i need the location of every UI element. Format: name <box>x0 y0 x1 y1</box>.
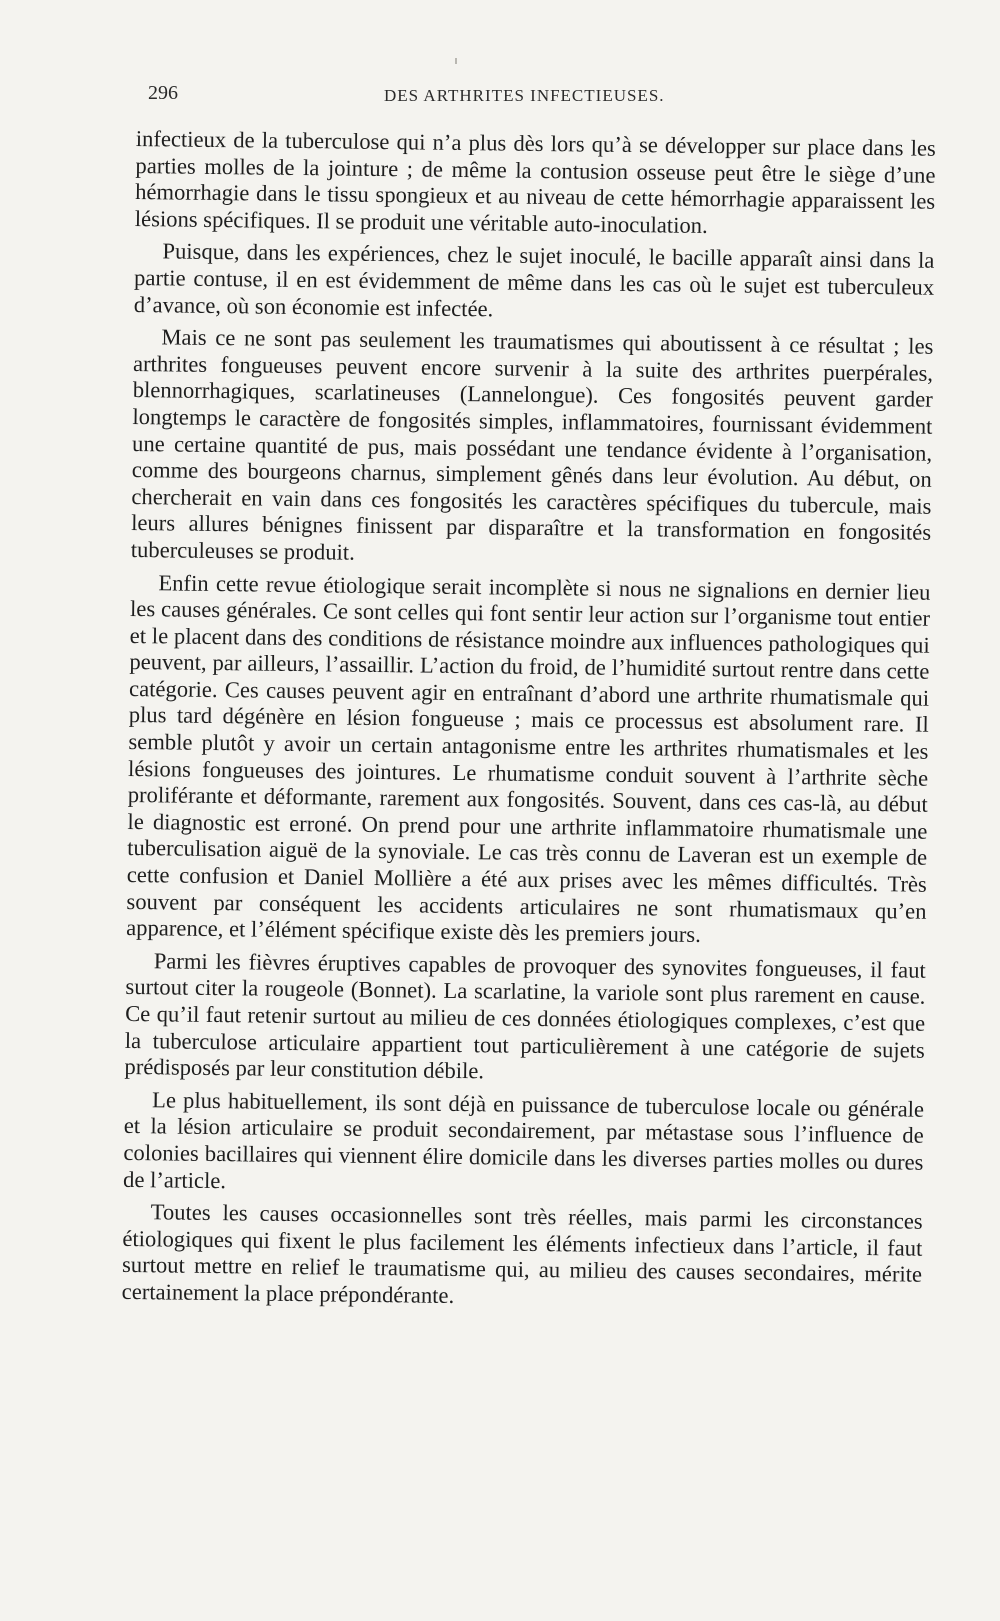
paragraph: Enfin cette revue étiologique serait incomplète si nous ne signalions en dernier lieu les causes générales. Ce sont celles qui font sentir leur action sur l’organisme tout entier et le placent dans des conditions de résistance moindre aux influences pathologiques qui peuvent, par ailleurs, l’assaillir. L’action du froid, de l’humidité surtout rentre dans cette catégorie. Ces causes peuvent agir en entraînant d’abord une arthrite rhumatismale qui plus tard dégénère en lésion fongueuse ; mais ce processus est absolument rare. Il semble plutôt y avoir un certain antagonisme entre les arthrites rhumatismales et les lésions fongueuses des jointures. Le rhumatisme conduit souvent à l’arthrite sèche proliférante et déformante, rarement aux fongosités. Souvent, dans ces cas-là, au début le diagnostic est erroné. On prend pour une arthrite inflammatoire rhumatismale une tuberculisation aiguë de la synoviale. Le cas très connu de Laveran est un exemple de cette confusion et Daniel Mollière a été aux prises avec les mêmes difficultés. Très souvent par conséquent les accidents articulaires ne sont rhumatismaux qu’en apparence, et l’élément spécifique existe dès les premiers jours. <box>126 569 931 948</box>
running-title: DES ARTHRITES INFECTIEUSES. <box>384 86 665 105</box>
paragraph: Le plus habituellement, ils sont déjà en puissance de tuberculose locale ou générale et la lésion articulaire se produit secondairement, par métastase sous l’influence de colonies bacillaires qui viennent élire domicile dans les diverses parties molles ou dures de l’article. <box>122 1087 925 1193</box>
running-head <box>148 82 948 112</box>
body-text <box>122 126 936 1321</box>
paragraph: Puisque, dans les expériences, chez le sujet inoculé, le bacille apparaît ainsi dans la partie contuse, il en est évidemment de même dans les cas où le sujet est tuberculeux d’avance, où son économie est infectée. <box>133 238 935 321</box>
paragraph: Parmi les fièvres éruptives capables de provoquer des synovites fongueuses, il faut surtout citer la rougeole (Bonnet). La scarlatine, la variole sont plus rarement en cause. Ce qu’il faut retenir surtout au milieu de ces données étiologiques complexes, c’est que la tuberculose articulaire appartient tout particulièrement à une catégorie de sujets prédisposés par leur constitution débile. <box>124 948 926 1084</box>
paragraph: Toutes les causes occasionnelles sont très réelles, mais parmi les circonstances étiologiques qui fixent le plus facilement les éléments infectieux dans l’article, il faut surtout mettre en relief le traumatisme qui, au milieu des causes secondaires, mérite certainement la place prépondérante. <box>121 1199 923 1308</box>
scan-speck <box>455 58 457 64</box>
paragraph: Mais ce ne sont pas seulement les traumatismes qui aboutissent à ce résultat ; les arthrites fongueuses peuvent encore survenir à la suite des arthrites puerpérales, blennorrhagiques, scarlatineuses (Lannelongue). Ces fongosités peuvent garder longtemps le caractère de fongosités simples, inflammatoires, fournissant évidemment une certaine quantité de pus, mais possédant une tendance évidente à l’organisation, comme des bourgeons charnus, simplement gênés dans leur évolution. Au début, on chercherait en vain dans ces fongosités les caractères spécifiques du tubercule, mais leurs allures bénignes finissent par disparaître et la transformation en fongosités tuberculeuses se produit. <box>130 324 934 565</box>
paragraph-continued: infectieux de la tuberculose qui n’a plus dès lors qu’à se développer sur place dans les parties molles de la jointure ; de même la contusion osseuse peut être le siège d’une hémorrhagie dans le tissu spongieux et au niveau de cette hémorrhagie apparaissent les lésions spécifiques. Il se produit une véritable auto-inoculation. <box>134 126 936 238</box>
page-number: 296 <box>148 82 178 104</box>
